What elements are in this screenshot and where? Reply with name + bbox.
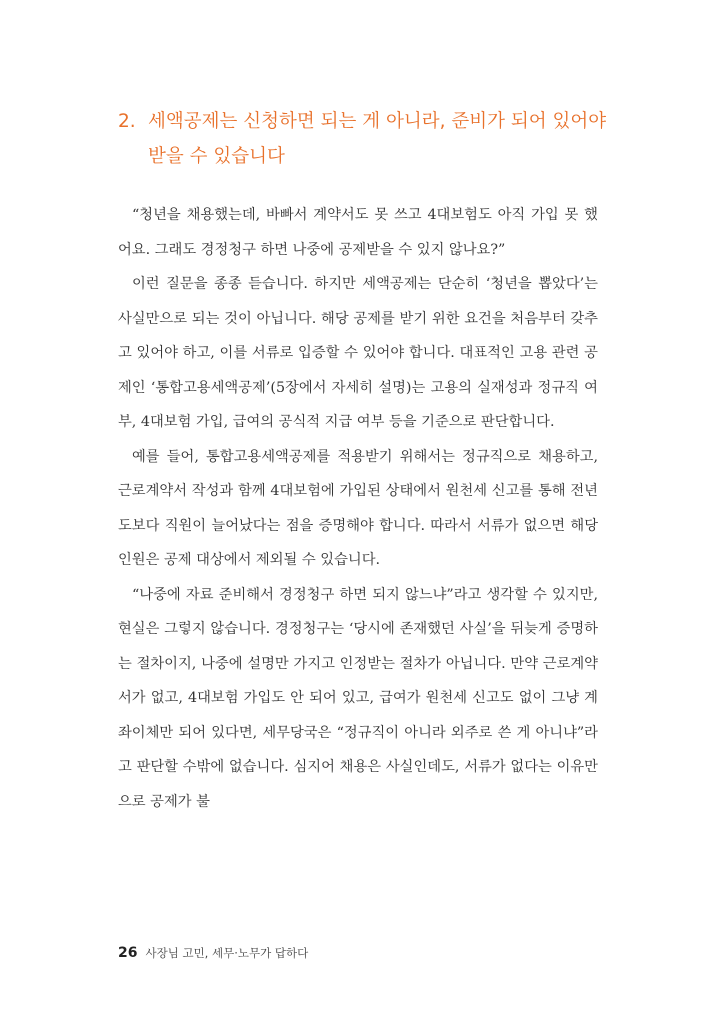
paragraph: 이런 질문을 종종 듣습니다. 하지만 세액공제는 단순히 ‘청년을 뽑았다’는 사실만으로 되는 것이 아닙니다. 해당 공제를 받기 위한 요건을 처음부터 갖추고 있어야 하고, 이를 서류로 입증할 수 있어야 합니다. 대표적인 고용 관련 공제인 ‘통합고용세액공제’(5장에서 자세히 설명)는 고용의 실재성과 정규직 여부, 4대보험 가입, 급여의 공식적 지급 여부 등을 기준으로 판단합니다. xyxy=(118,276,598,430)
book-title: 사장님 고민, 세무·노무가 답하다 xyxy=(145,946,309,960)
section-heading xyxy=(118,104,618,174)
page-footer xyxy=(118,945,308,961)
section-title-line1: 세액공제는 신청하면 되는 게 아니라, 준비가 되어 있어야 xyxy=(148,111,607,132)
section-title-line2: 받을 수 있습니다 xyxy=(148,146,285,167)
body-text xyxy=(118,198,598,819)
paragraph: “청년을 채용했는데, 바빠서 계약서도 못 쓰고 4대보험도 아직 가입 못 했어요. 그래도 경정청구 하면 나중에 공제받을 수 있지 않나요?” xyxy=(118,207,598,258)
paragraph: 예를 들어, 통합고용세액공제를 적용받기 위해서는 정규직으로 채용하고, 근로계약서 작성과 함께 4대보험에 가입된 상태에서 원천세 신고를 통해 전년도보다 직원이 늘어났다는 점을 증명해야 합니다. 따라서 서류가 없으면 해당 인원은 공제 대상에서 제외될 수 있습니다. xyxy=(118,448,598,568)
section-number: 2. xyxy=(118,111,136,132)
paragraph: “나중에 자료 준비해서 경정청구 하면 되지 않느냐”라고 생각할 수 있지만, 현실은 그렇지 않습니다. 경정청구는 ‘당시에 존재했던 사실’을 뒤늦게 증명하는 절차이지, 나중에 설명만 가지고 인정받는 절차가 아닙니다. 만약 근로계약서가 없고, 4대보험 가입도 안 되어 있고, 급여가 원천세 신고도 없이 그냥 계좌이체만 되어 있다면, 세무당국은 “정규직이 아니라 외주로 쓴 게 아니냐”라고 판단할 수밖에 없습니다. 심지어 채용은 사실인데도, 서류가 없다는 이유만으로 공제가 불 xyxy=(118,586,598,810)
page-number: 26 xyxy=(118,945,138,961)
